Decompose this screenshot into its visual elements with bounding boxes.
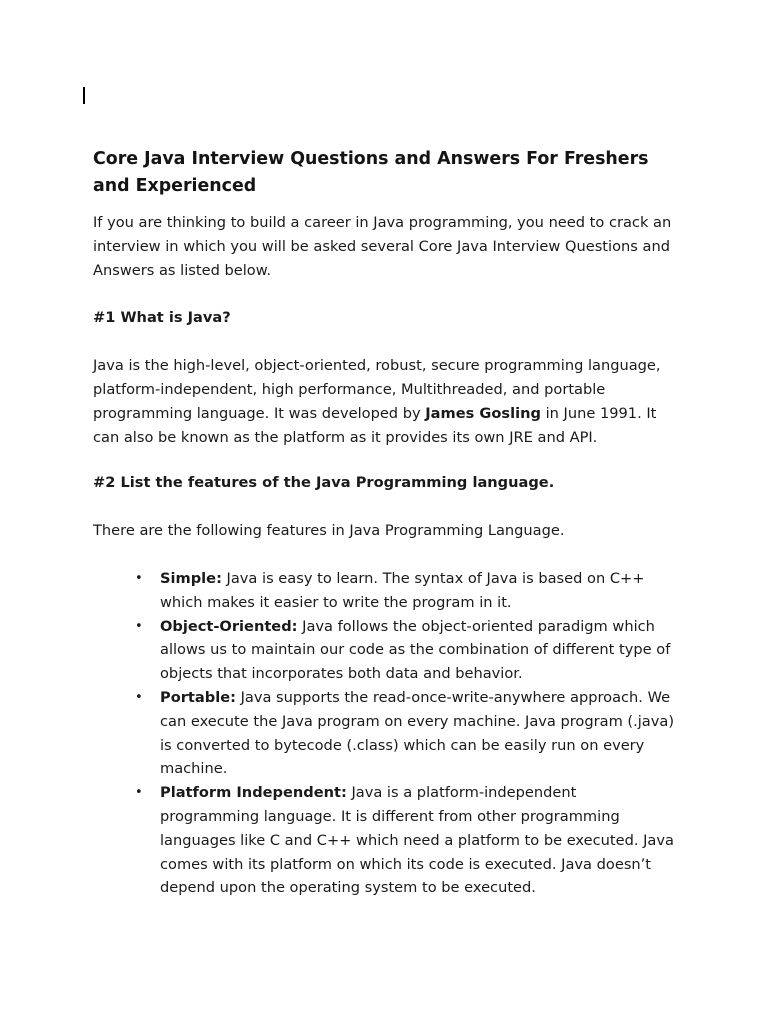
answer-1-author: James Gosling bbox=[425, 404, 541, 422]
feature-description: Java is a platform-independent programming language. It is different from other programming languages like C and C++ which need a platform to be executed. Java comes with its platform on which its code is executed. Java doesn’t depend upon the operating system to be executed. bbox=[160, 784, 674, 897]
answer-1-text-start: Java is the high-level, object-oriented, robust, secure programming language, platform-independent, high performance, Multithreaded, and portable programming language. It was developed by bbox=[93, 357, 661, 422]
features-list bbox=[93, 567, 680, 900]
bullet-icon: • bbox=[135, 785, 143, 801]
text-cursor bbox=[83, 87, 85, 104]
list-item bbox=[135, 615, 680, 686]
feature-term: Platform Independent: bbox=[160, 784, 347, 802]
answer-1-text-end: in June 1991. It can also be known as the platform as it provides its own JRE and API. bbox=[93, 404, 657, 446]
feature-description: Java supports the read-once-write-anywhere approach. We can execute the Java program on every machine. Java program (.java) is converted to bytecode (.class) which can be easily run on every machine. bbox=[160, 688, 675, 778]
intro-paragraph: If you are thinking to build a career in Java programming, you need to crack an interview in which you will be asked several Core Java Interview Questions and Answers as listed below. bbox=[93, 214, 672, 279]
question-2-heading: #2 List the features of the Java Programming language. bbox=[93, 474, 555, 492]
question-1-answer bbox=[93, 354, 678, 449]
document-page bbox=[93, 146, 693, 900]
bullet-icon: • bbox=[135, 689, 143, 705]
feature-term: Simple: bbox=[160, 569, 222, 587]
feature-term: Object-Oriented: bbox=[160, 617, 298, 635]
feature-description: Java is easy to learn. The syntax of Java is based on C++ which makes it easier to write the program in it. bbox=[160, 569, 645, 611]
bullet-icon: • bbox=[135, 570, 143, 586]
question-1-heading: #1 What is Java? bbox=[93, 309, 231, 327]
question-2-lead: There are the following features in Java Programming Language. bbox=[93, 522, 565, 540]
feature-description: Java follows the object-oriented paradigm which allows us to maintain our code as the combination of different type of objects that incorporates both data and behavior. bbox=[160, 617, 671, 683]
list-item bbox=[135, 567, 680, 615]
bullet-icon: • bbox=[135, 618, 143, 634]
list-item bbox=[135, 781, 680, 900]
feature-term: Portable: bbox=[160, 688, 236, 706]
document-title: Core Java Interview Questions and Answers For Freshers and Experienced bbox=[93, 149, 649, 196]
list-item bbox=[135, 686, 680, 781]
